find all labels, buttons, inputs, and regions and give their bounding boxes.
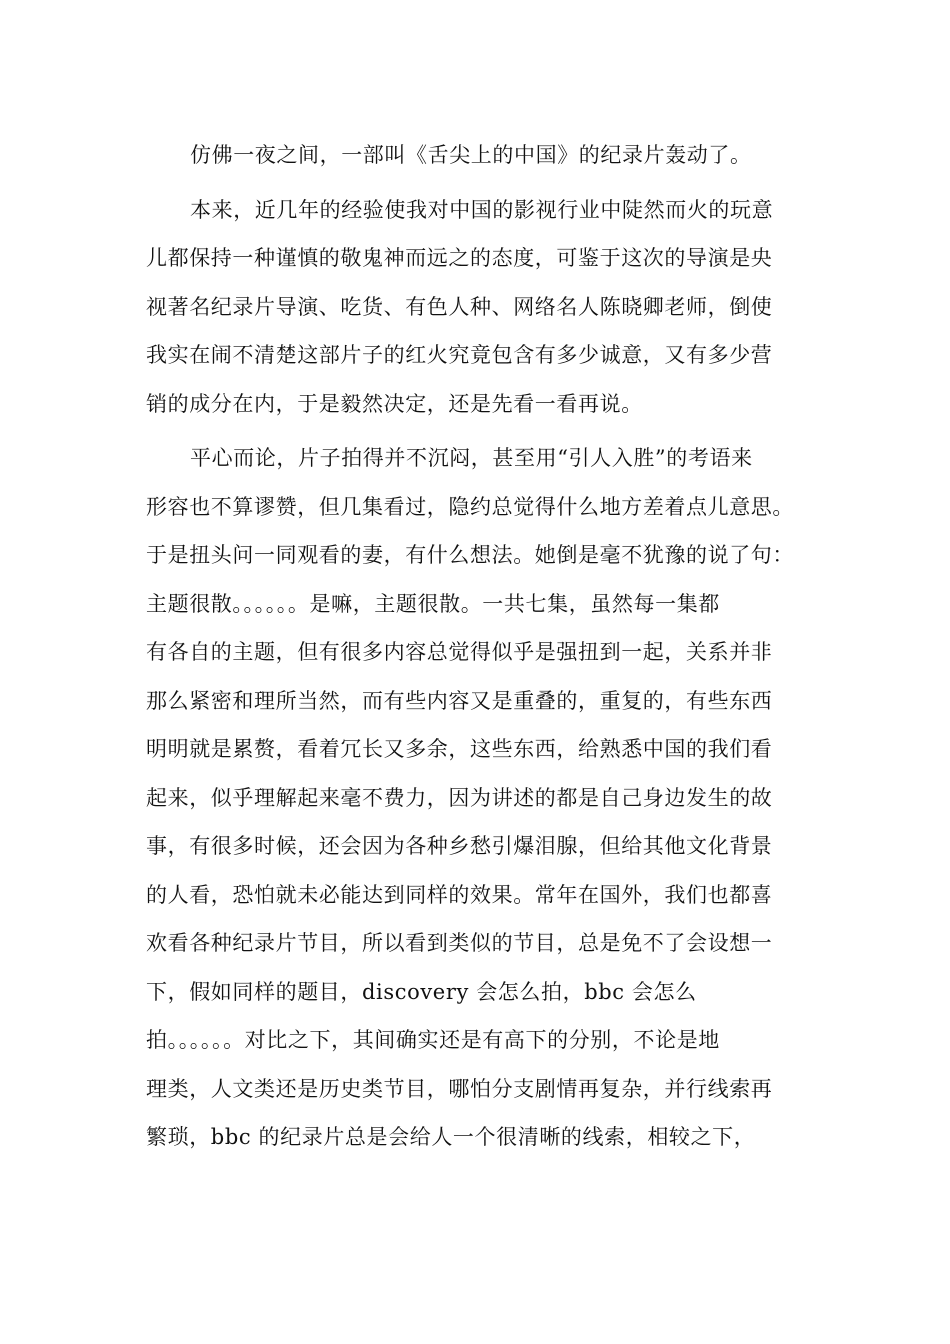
- text-line: 主题很散。。。。。。是嘛，主题很散。一共七集，虽然每一集都: [146, 591, 720, 616]
- text-line: 理类，人文类还是历史类节目，哪怕分支剧情再复杂，并行线索再: [146, 1076, 773, 1101]
- paragraph-1: [146, 131, 796, 180]
- text-line: 的人看，恐怕就未必能达到同样的效果。常年在国外，我们也都喜: [146, 882, 773, 907]
- text-line: 平心而论，片子拍得并不沉闷，甚至用“引人入胜”的考语来: [190, 446, 753, 470]
- paragraph-2: [146, 186, 796, 429]
- text-line: 那么紧密和理所当然，而有些内容又是重叠的，重复的，有些东西: [146, 688, 773, 713]
- document-body: [146, 131, 796, 1168]
- text-line: 本来，近几年的经验使我对中国的影视行业中陡然而火的玩意: [190, 197, 774, 222]
- text-line: 于是扭头问一同观看的妻，有什么想法。她倒是毫不犹豫的说了句：: [146, 543, 794, 567]
- text-line: 拍。。。。。。对比之下，其间确实还是有高下的分别，不论是地: [146, 1028, 720, 1052]
- text-line: 繁琐，bbc 的纪录片总是会给人一个很清晰的线索，相较之下，: [146, 1125, 756, 1149]
- text-line: 下，假如同样的题目，discovery 会怎么拍，bbc 会怎么: [146, 979, 697, 1004]
- paragraph-3: [146, 434, 796, 1162]
- text-line: 视著名纪录片导演、吃货、有色人种、网络名人陈晓卿老师，倒使: [146, 294, 773, 319]
- text-line: 起来，似乎理解起来毫不费力，因为讲述的都是自己身边发生的故: [146, 785, 773, 810]
- text-line: 儿都保持一种谨慎的敬鬼神而远之的态度，可鉴于这次的导演是央: [146, 246, 773, 270]
- text-line: 欢看各种纪录片节目，所以看到类似的节目，总是免不了会设想一: [146, 931, 773, 955]
- text-line: 仿佛一夜之间，一部叫《舌尖上的中国》的纪录片轰动了。: [190, 143, 752, 167]
- text-line: 明明就是累赘，看着冗长又多余，这些东西，给熟悉中国的我们看: [146, 737, 773, 761]
- text-line: 我实在闹不清楚这部片子的红火究竟包含有多少诚意，又有多少营: [146, 343, 773, 367]
- text-line: 事，有很多时候，还会因为各种乡愁引爆泪腺，但给其他文化背景: [146, 834, 773, 858]
- text-line: 有各自的主题，但有很多内容总觉得似乎是强扭到一起，关系并非: [146, 640, 773, 664]
- text-line: 形容也不算谬赞，但几集看过，隐约总觉得什么地方差着点儿意思。: [146, 494, 794, 519]
- text-line: 销的成分在内，于是毅然决定，还是先看一看再说。: [146, 391, 643, 416]
